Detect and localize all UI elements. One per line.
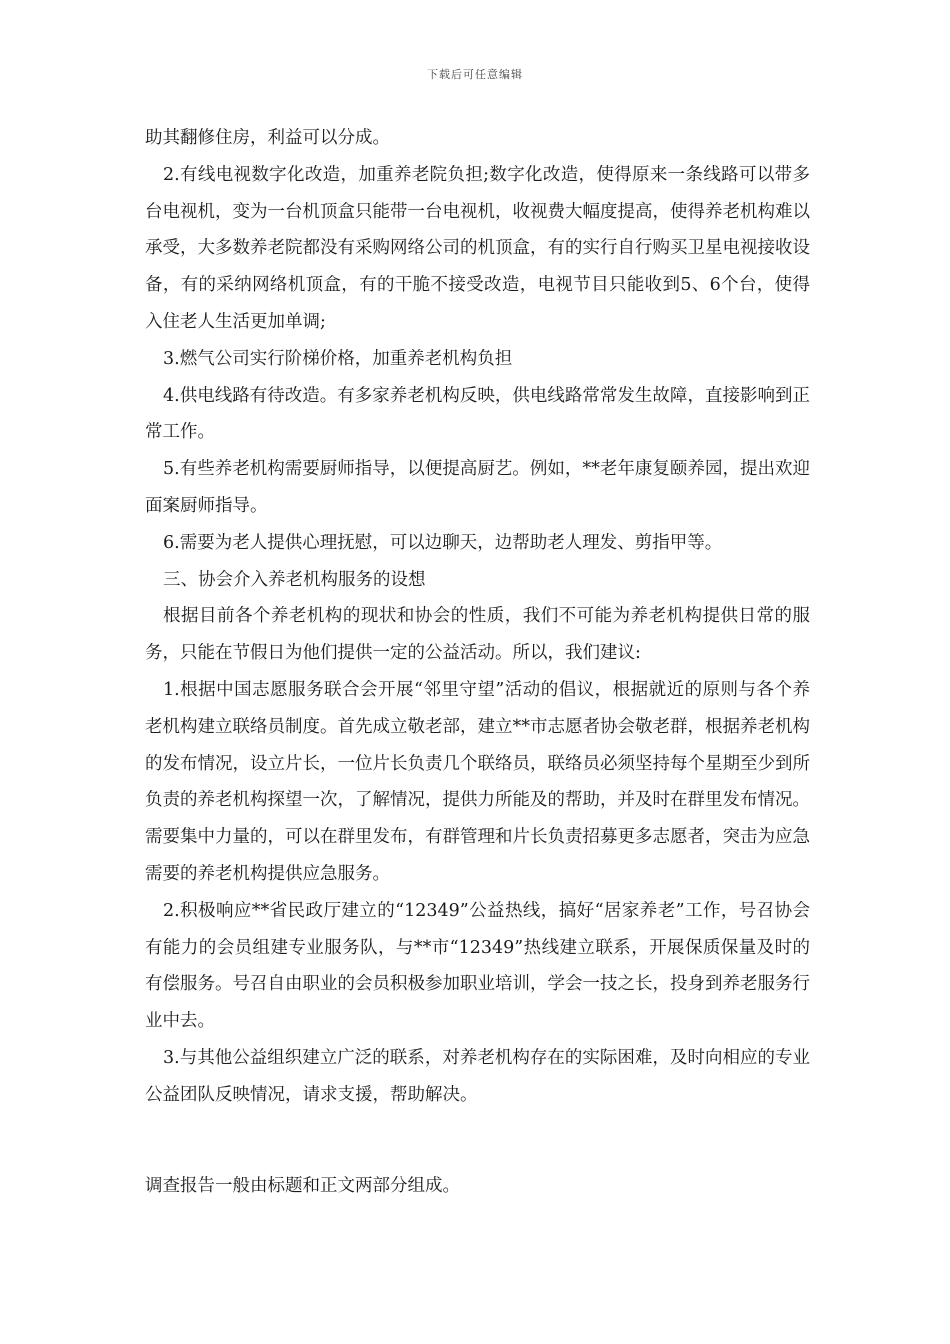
paragraph-item-6: 6.需要为老人提供心理抚慰，可以边聊天，边帮助老人理发、剪指甲等。	[163, 532, 723, 553]
header-note: 下载后可任意编辑	[427, 68, 523, 81]
paragraph-item-5: 5.有些养老机构需要厨师指导，以便提高厨艺。例如，**老年康复颐养园，提出欢迎面案厨师指导。	[145, 459, 810, 516]
paragraph-intro: 根据目前各个养老机构的现状和协会的性质，我们不可能为养老机构提供日常的服务，只能在节假日为他们提供一定的公益活动。所以，我们建议:	[145, 606, 810, 664]
section-heading: 三、协会介入养老机构服务的设想	[163, 569, 426, 590]
paragraph-item-4: 4.供电线路有待改造。有多家养老机构反映，供电线路常常发生故障，直接影响到正常工作。	[145, 385, 810, 443]
paragraph-suggestion-3: 3.与其他公益组织建立广泛的联系，对养老机构存在的实际困难，及时向相应的专业公益团队反映情况，请求支援，帮助解决。	[145, 1047, 810, 1105]
paragraph-item-2: 2.有线电视数字化改造，加重养老院负担;数字化改造，使得原来一条线路可以带多台电视机，变为一台机顶盒只能带一台电视机，收视费大幅度提高，使得养老机构难以承受，大多数养老院都没有采购网络公司的机顶盒，有的实行自行购买卫星电视接收设备，有的采纳网络机顶盒，有的干脆不接受改造，电视节目只能收到5、6个台，使得入住老人生活更加单调;	[145, 164, 810, 332]
paragraph-suggestion-1: 1.根据中国志愿服务联合会开展“邻里守望”活动的倡议，根据就近的原则与各个养老机构建立联络员制度。首先成立敬老部，建立**市志愿者协会敬老群，根据养老机构的发布情况，设立片长，一位片长负责几个联络员，联络员必须坚持每个星期至少到所负责的养老机构探望一次，了解情况，提供力所能及的帮助，并及时在群里发布情况。需要集中力量的，可以在群里发布，有群管理和片长负责招募更多志愿者，突击为应急需要的养老机构提供应急服务。	[145, 679, 810, 884]
paragraph-continuation: 助其翻修住房，利益可以分成。	[145, 128, 390, 148]
closing-line: 调查报告一般由标题和正文两部分组成。	[145, 1176, 460, 1196]
paragraph-suggestion-2: 2.积极响应**省民政厅建立的“12349”公益热线，搞好“居家养老”工作，号召协会有能力的会员组建专业服务队，与**市“12349”热线建立联系，开展保质保量及时的有偿服务。号召自由职业的会员积极参加职业培训，学会一技之长，投身到养老服务行业中去。	[145, 900, 810, 1032]
document-body	[145, 120, 810, 1114]
paragraph-item-3: 3.燃气公司实行阶梯价格，加重养老机构负担	[163, 348, 513, 369]
